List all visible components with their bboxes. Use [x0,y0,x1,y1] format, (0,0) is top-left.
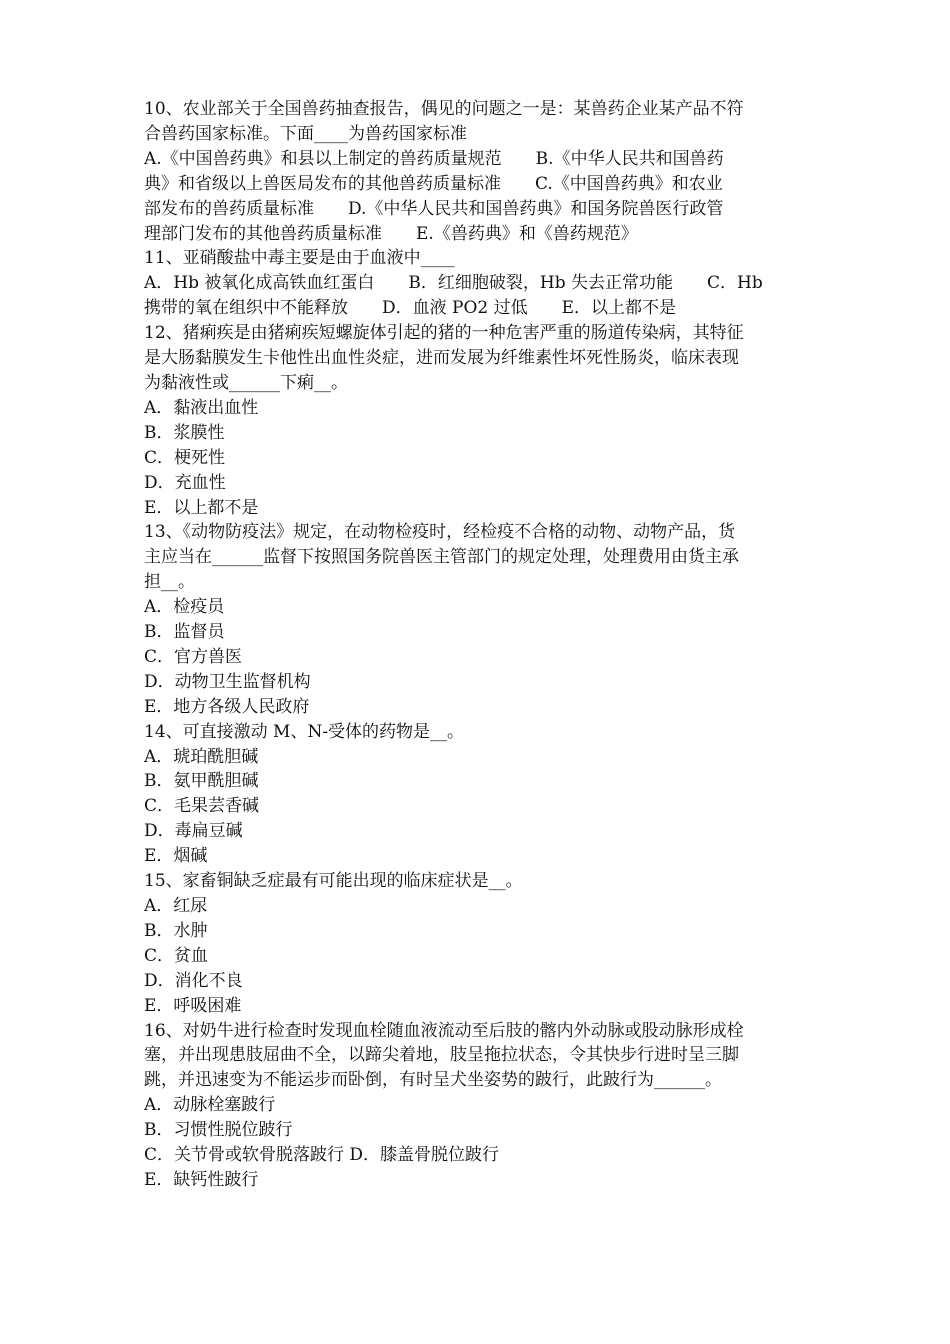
option-text: 典》和省级以上兽医局发布的其他兽药质量标准 C.《中国兽药典》和农业 [144,173,723,194]
option-d: D．消化不良 [144,970,243,991]
option-a: A．红尿 [144,896,208,916]
question-text: 11、亚硝酸盐中毒主要是由于血液中____ [144,248,455,269]
question-text: 塞，并出现患肢屈曲不全，以蹄尖着地，肢呈拖拉状态，令其快步行进时呈三脚 [144,1045,739,1066]
option-c-d: C．关节骨或软骨脱落跛行 D．膝盖骨脱位跛行 [144,1145,500,1166]
option-b: B．氨甲酰胆碱 [144,771,259,792]
question-12 [144,321,812,520]
option-e: E．地方各级人民政府 [144,696,310,717]
option-a: A．检疫员 [144,597,225,618]
question-text: 10、农业部关于全国兽药抽查报告，偶见的问题之一是：某兽药企业某产品不符 [144,99,744,119]
option-c: C．毛果芸香碱 [144,796,260,817]
option-b: B．监督员 [144,622,225,643]
question-text: 15、家畜铜缺乏症最有可能出现的临床症状是__。 [144,871,523,892]
question-text: 合兽药国家标准。下面____为兽药国家标准 [144,123,467,144]
option-c: C．贫血 [144,945,209,966]
question-text: 为黏液性或______下痢__。 [144,372,348,393]
option-d: D．动物卫生监督机构 [144,671,311,692]
option-e: E．呼吸困难 [144,995,242,1016]
option-a: A．黏液出血性 [144,397,259,418]
option-a: A．动脉栓塞跛行 [144,1095,276,1116]
option-text: A.《中国兽药典》和县以上制定的兽药质量规范 B.《中华人民共和国兽药 [144,148,724,169]
question-text: 是大肠黏膜发生卡他性出血性炎症，进而发展为纤维素性坏死性肠炎，临床表现 [144,348,739,369]
question-10 [144,97,812,246]
option-b: B．习惯性脱位跛行 [144,1120,293,1141]
option-c: C．官方兽医 [144,646,243,667]
option-text: 部发布的兽药质量标准 D.《中华人民共和国兽药典》和国务院兽医行政管 [144,198,724,219]
question-15 [144,869,812,1018]
option-text: 携带的氧在组织中不能释放 D．血液 PO2 过低 E．以上都不是 [144,298,677,319]
question-text: 主应当在______监督下按照国务院兽医主管部门的规定处理，处理费用由货主承 [144,547,739,568]
question-text: 13、《动物防疫法》规定，在动物检疫时，经检疫不合格的动物、动物产品，货 [144,522,736,543]
document-page [144,97,812,1193]
option-e: E．以上都不是 [144,497,259,518]
option-text: 理部门发布的其他兽药质量标准 E.《兽药典》和《兽药规范》 [144,223,638,244]
question-14 [144,720,812,869]
question-text: 担__。 [144,572,195,593]
question-16 [144,1019,812,1193]
option-e: E．缺钙性跛行 [144,1169,259,1190]
question-text: 跳，并迅速变为不能运步而卧倒，有时呈犬坐姿势的跛行，此跛行为______。 [144,1070,722,1091]
question-text: 16、对奶牛进行检查时发现血栓随血液流动至后肢的髂内外动脉或股动脉形成栓 [144,1020,744,1041]
option-e: E．烟碱 [144,846,208,867]
option-d: D．毒扁豆碱 [144,821,243,842]
option-c: C．梗死性 [144,447,226,468]
option-b: B．水肿 [144,920,208,941]
option-d: D．充血性 [144,472,226,493]
question-text: 12、猪痢疾是由猪痢疾短螺旋体引起的猪的一种危害严重的肠道传染病，其特征 [144,323,744,344]
question-text: 14、可直接激动 M、N-受体的药物是__。 [144,721,465,742]
option-text: A．Hb 被氧化成高铁血红蛋白 B．红细胞破裂，Hb 失去正常功能 C．Hb [144,273,763,294]
question-11 [144,246,812,321]
question-13 [144,520,812,719]
option-b: B．浆膜性 [144,422,225,443]
option-a: A．琥珀酰胆碱 [144,746,259,767]
